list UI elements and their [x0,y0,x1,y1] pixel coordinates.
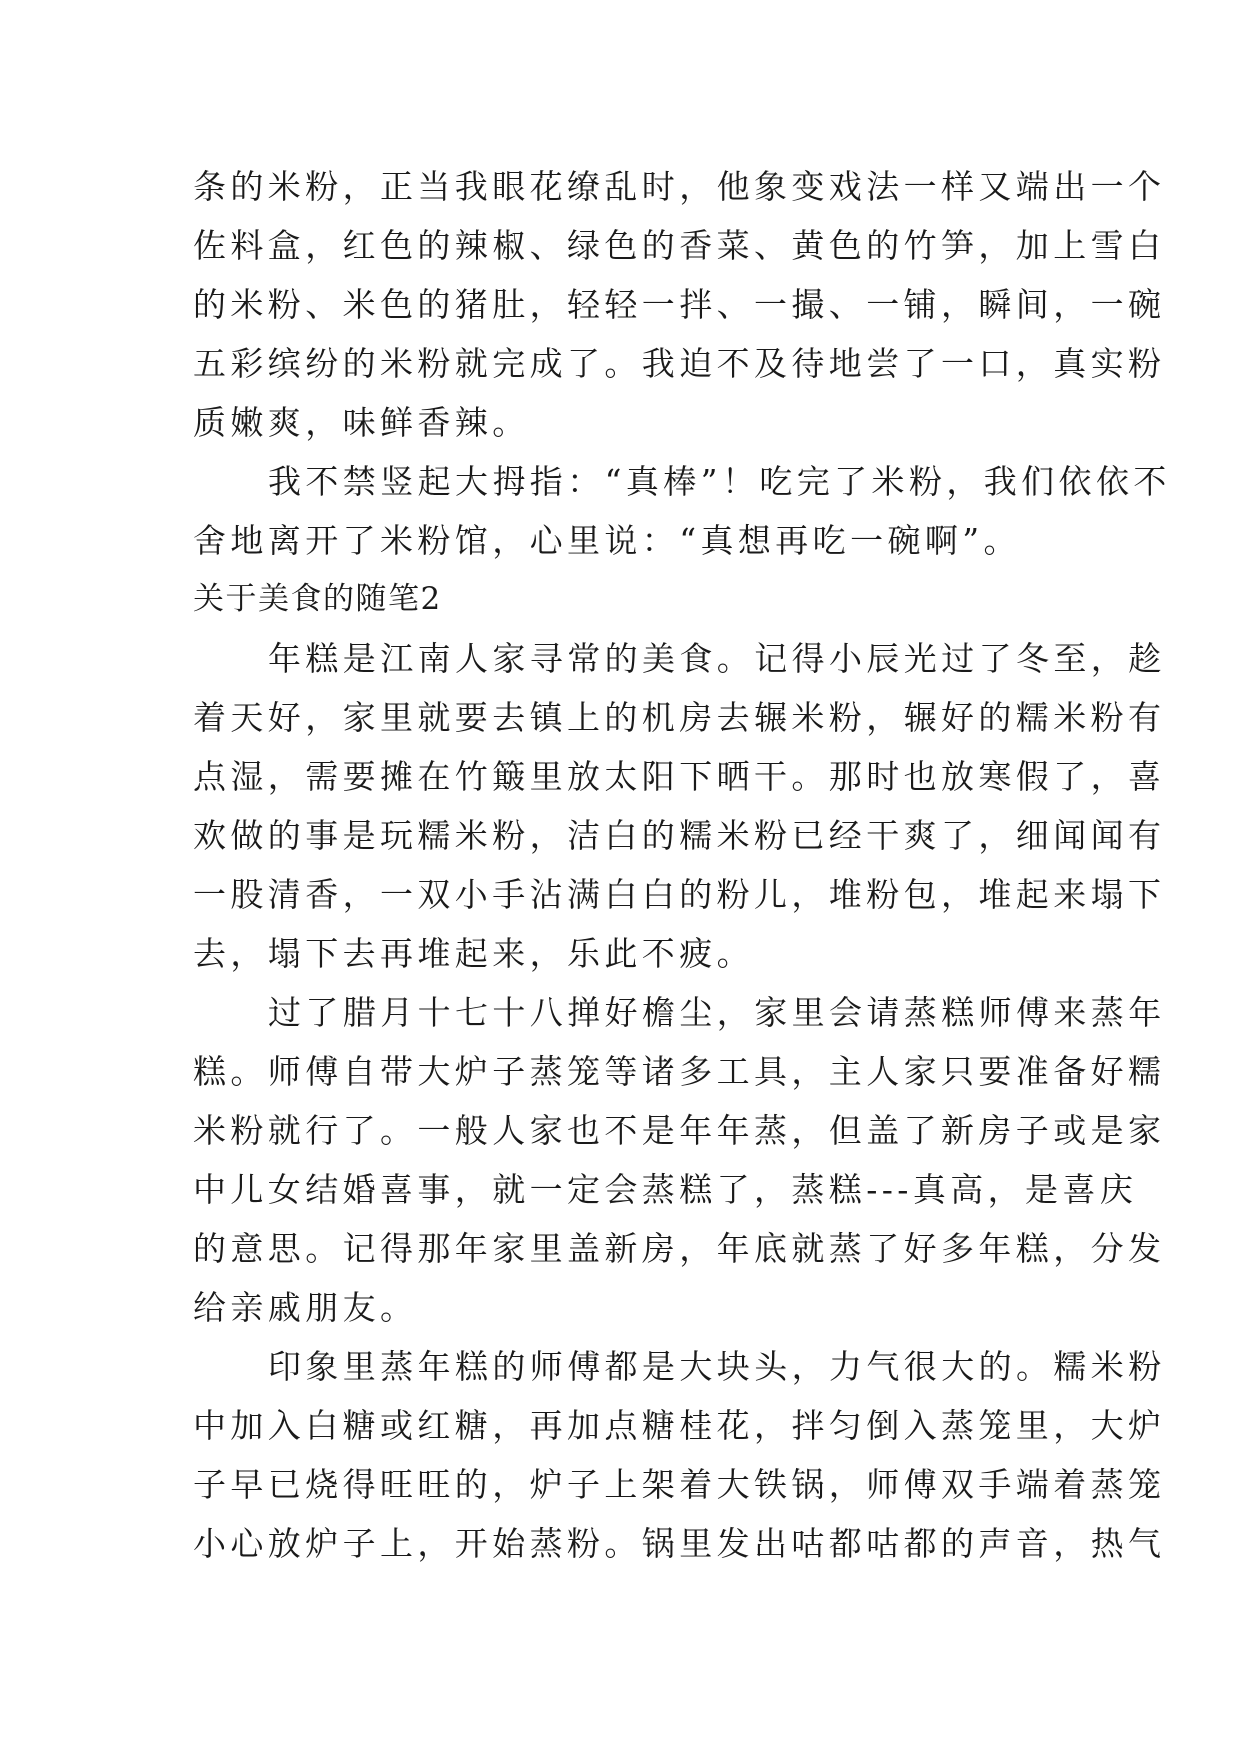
section-heading: 关于美食的随笔2 [193,581,442,617]
text-line: 的意思。记得那年家里盖新房，年底就蒸了好多年糕，分发 [193,1229,1166,1268]
text-line: 点湿，需要摊在竹簸里放太阳下晒干。那时也放寒假了，喜 [193,757,1166,796]
text-line: 中儿女结婚喜事，就一定会蒸糕了，蒸糕---真高，是喜庆 [193,1170,1138,1209]
document-body [193,157,1171,1573]
text-line: 一股清香，一双小手沾满白白的粉儿，堆粉包，堆起来塌下 [193,875,1166,914]
paragraph-first-line: 我不禁竖起大拇指：“真棒”！吃完了米粉，我们依依不 [268,462,1171,501]
text-line: 小心放炉子上，开始蒸粉。锅里发出咕都咕都的声音，热气 [193,1524,1166,1563]
text-line: 中加入白糖或红糖，再加点糖桂花，拌匀倒入蒸笼里，大炉 [193,1406,1166,1445]
text-line: 舍地离开了米粉馆，心里说：“真想再吃一碗啊”。 [193,521,1021,560]
paragraph-first-line: 过了腊月十七十八掸好檐尘，家里会请蒸糕师傅来蒸年 [268,993,1166,1032]
paragraph-first-line: 年糕是江南人家寻常的美食。记得小辰光过了冬至，趁 [268,639,1166,678]
text-line: 给亲戚朋友。 [193,1288,418,1327]
text-line: 糕。师傅自带大炉子蒸笼等诸多工具，主人家只要准备好糯 [193,1052,1166,1091]
text-line: 条的米粉，正当我眼花缭乱时，他象变戏法一样又端出一个 [193,167,1166,206]
text-line: 五彩缤纷的米粉就完成了。我迫不及待地尝了一口，真实粉 [193,344,1166,383]
text-line: 米粉就行了。一般人家也不是年年蒸，但盖了新房子或是家 [193,1111,1166,1150]
text-line: 去，塌下去再堆起来，乐此不疲。 [193,934,754,973]
text-line: 欢做的事是玩糯米粉，洁白的糯米粉已经干爽了，细闻闻有 [193,816,1166,855]
text-line: 子早已烧得旺旺的，炉子上架着大铁锅，师傅双手端着蒸笼 [193,1465,1166,1504]
text-line: 佐料盒，红色的辣椒、绿色的香菜、黄色的竹笋，加上雪白 [193,226,1166,265]
text-line: 质嫩爽，味鲜香辣。 [193,403,530,442]
text-line: 的米粉、米色的猪肚，轻轻一拌、一撮、一铺，瞬间，一碗 [193,285,1166,324]
text-line: 着天好，家里就要去镇上的机房去辗米粉，辗好的糯米粉有 [193,698,1166,737]
paragraph-first-line: 印象里蒸年糕的师傅都是大块头，力气很大的。糯米粉 [268,1347,1166,1386]
